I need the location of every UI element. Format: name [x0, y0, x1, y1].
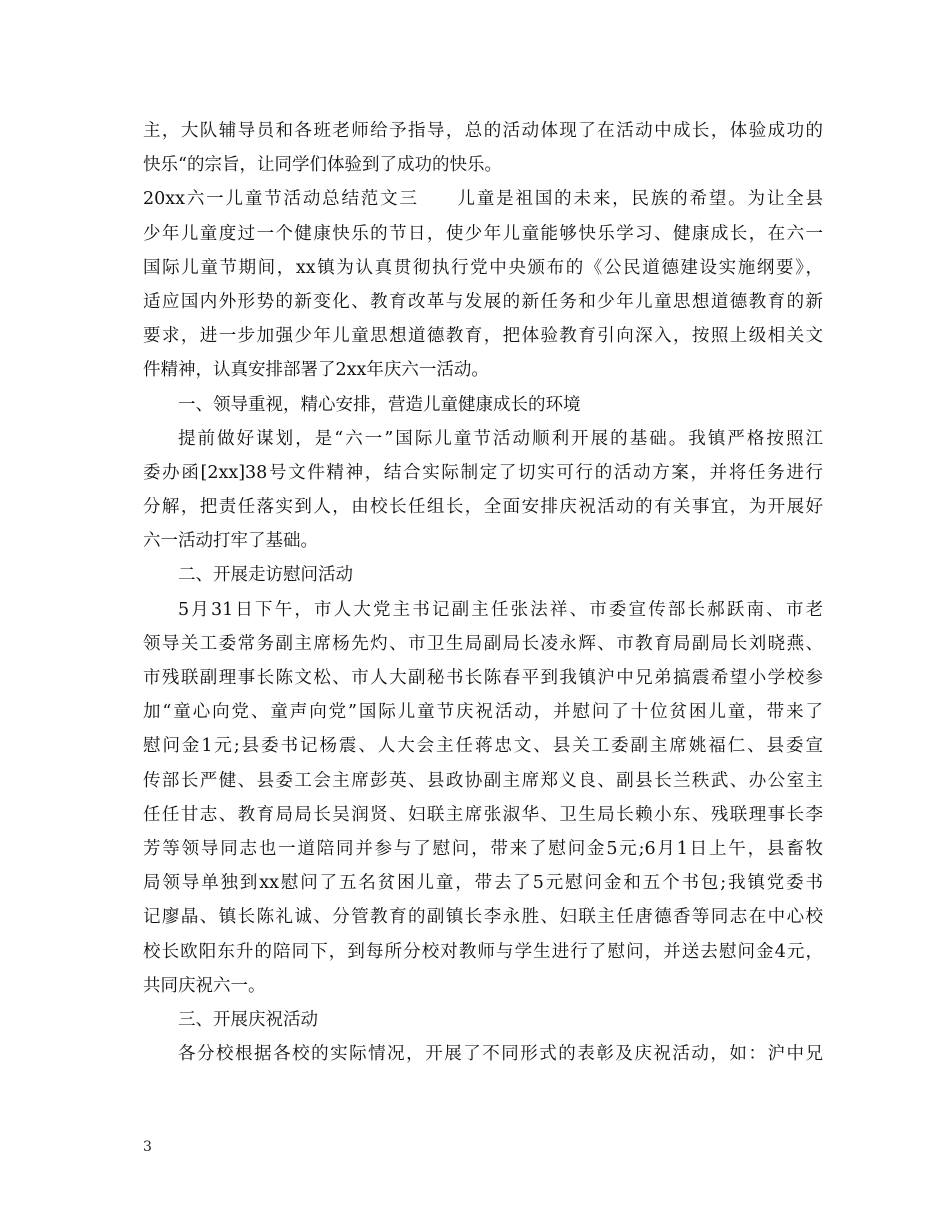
text-line: 国际儿童节期间，xx镇为认真贯彻执行党中央颁布的《公民道德建设实施纲要》，	[143, 257, 823, 278]
page-number: 3	[143, 1139, 152, 1155]
text-line: 5月31日下午，市人大党主书记副主任张法祥、市委宣传部长郝跃南、市老	[178, 599, 823, 620]
text-line: 各分校根据各校的实际情况，开展了不同形式的表彰及庆祝活动，如：沪中兄	[178, 1044, 823, 1065]
text-line: 件精神，认真安排部署了2xx年庆六一活动。	[143, 360, 489, 381]
text-line: 领导关工委常务副主席杨先灼、市卫生局副局长凌永辉、市教育局副局长刘晓燕、	[143, 633, 823, 654]
text-line: 二、开展走访慰问活动	[178, 565, 353, 586]
text-line: 局领导单独到xx慰问了五名贫困儿童，带去了5元慰问金和五个书包;我镇党委书	[143, 873, 823, 894]
text-line: 分解，把责任落实到人，由校长任组长，全面安排庆祝活动的有关事宜，为开展好	[143, 497, 823, 518]
text-line: 芳等领导同志也一道陪同并参与了慰问，带来了慰问金5元;6月1日上午，县畜牧	[143, 838, 823, 859]
text-line: 校长欧阳东升的陪同下，到每所分校对教师与学生进行了慰问，并送去慰问金4元，	[143, 941, 823, 962]
text-line: 提前做好谋划，是“六一”国际儿童节活动顺利开展的基础。我镇严格按照江	[178, 428, 823, 449]
text-line: 六一活动打牢了基础。	[143, 531, 318, 552]
text-line: 20xx六一儿童节活动总结范文三 儿童是祖国的未来，民族的希望。为让全县	[143, 189, 823, 210]
text-line: 市残联副理事长陈文松、市人大副秘书长陈春平到我镇沪中兄弟搞震希望小学校参	[143, 668, 823, 688]
text-line: 加“童心向党、童声向党”国际儿童节庆祝活动，并慰问了十位贫困儿童，带来了	[143, 702, 823, 723]
text-line: 慰问金1元;县委书记杨震、人大会主任蒋忠文、县关工委副主席姚福仁、县委宣	[143, 736, 823, 757]
text-line: 共同庆祝六一。	[143, 975, 266, 996]
text-line: 适应国内外形势的新变化、教育改革与发展的新任务和少年儿童思想道德教育的新	[143, 291, 823, 312]
text-line: 主，大队辅导员和各班老师给予指导，总的活动体现了在活动中成长，体验成功的	[143, 121, 823, 141]
text-line: 少年儿童度过一个健康快乐的节日，使少年儿童能够快乐学习、健康成长，在六一	[143, 223, 823, 244]
text-line: 要求，进一步加强少年儿童思想道德教育，把体验教育引向深入，按照上级相关文	[143, 326, 823, 347]
text-line: 三、开展庆祝活动	[178, 1009, 318, 1030]
text-line: 记廖晶、镇长陈礼诚、分管教育的副镇长李永胜、妇联主任唐德香等同志在中心校	[143, 907, 823, 928]
text-line: 任任甘志、教育局局长吴润贤、妇联主席张淑华、卫生局长赖小东、残联理事长李	[143, 804, 823, 825]
text-line: 传部长严健、县委工会主席彭英、县政协副主席郑义良、副县长兰秩武、办公室主	[143, 770, 823, 791]
text-line: 快乐“的宗旨，让同学们体验到了成功的快乐。	[143, 155, 502, 176]
text-line: 委办函[2xx]38号文件精神，结合实际制定了切实可行的活动方案，并将任务进行	[143, 462, 823, 483]
document-body	[143, 114, 823, 1071]
text-line: 一、领导重视，精心安排，营造儿童健康成长的环境	[178, 394, 581, 415]
